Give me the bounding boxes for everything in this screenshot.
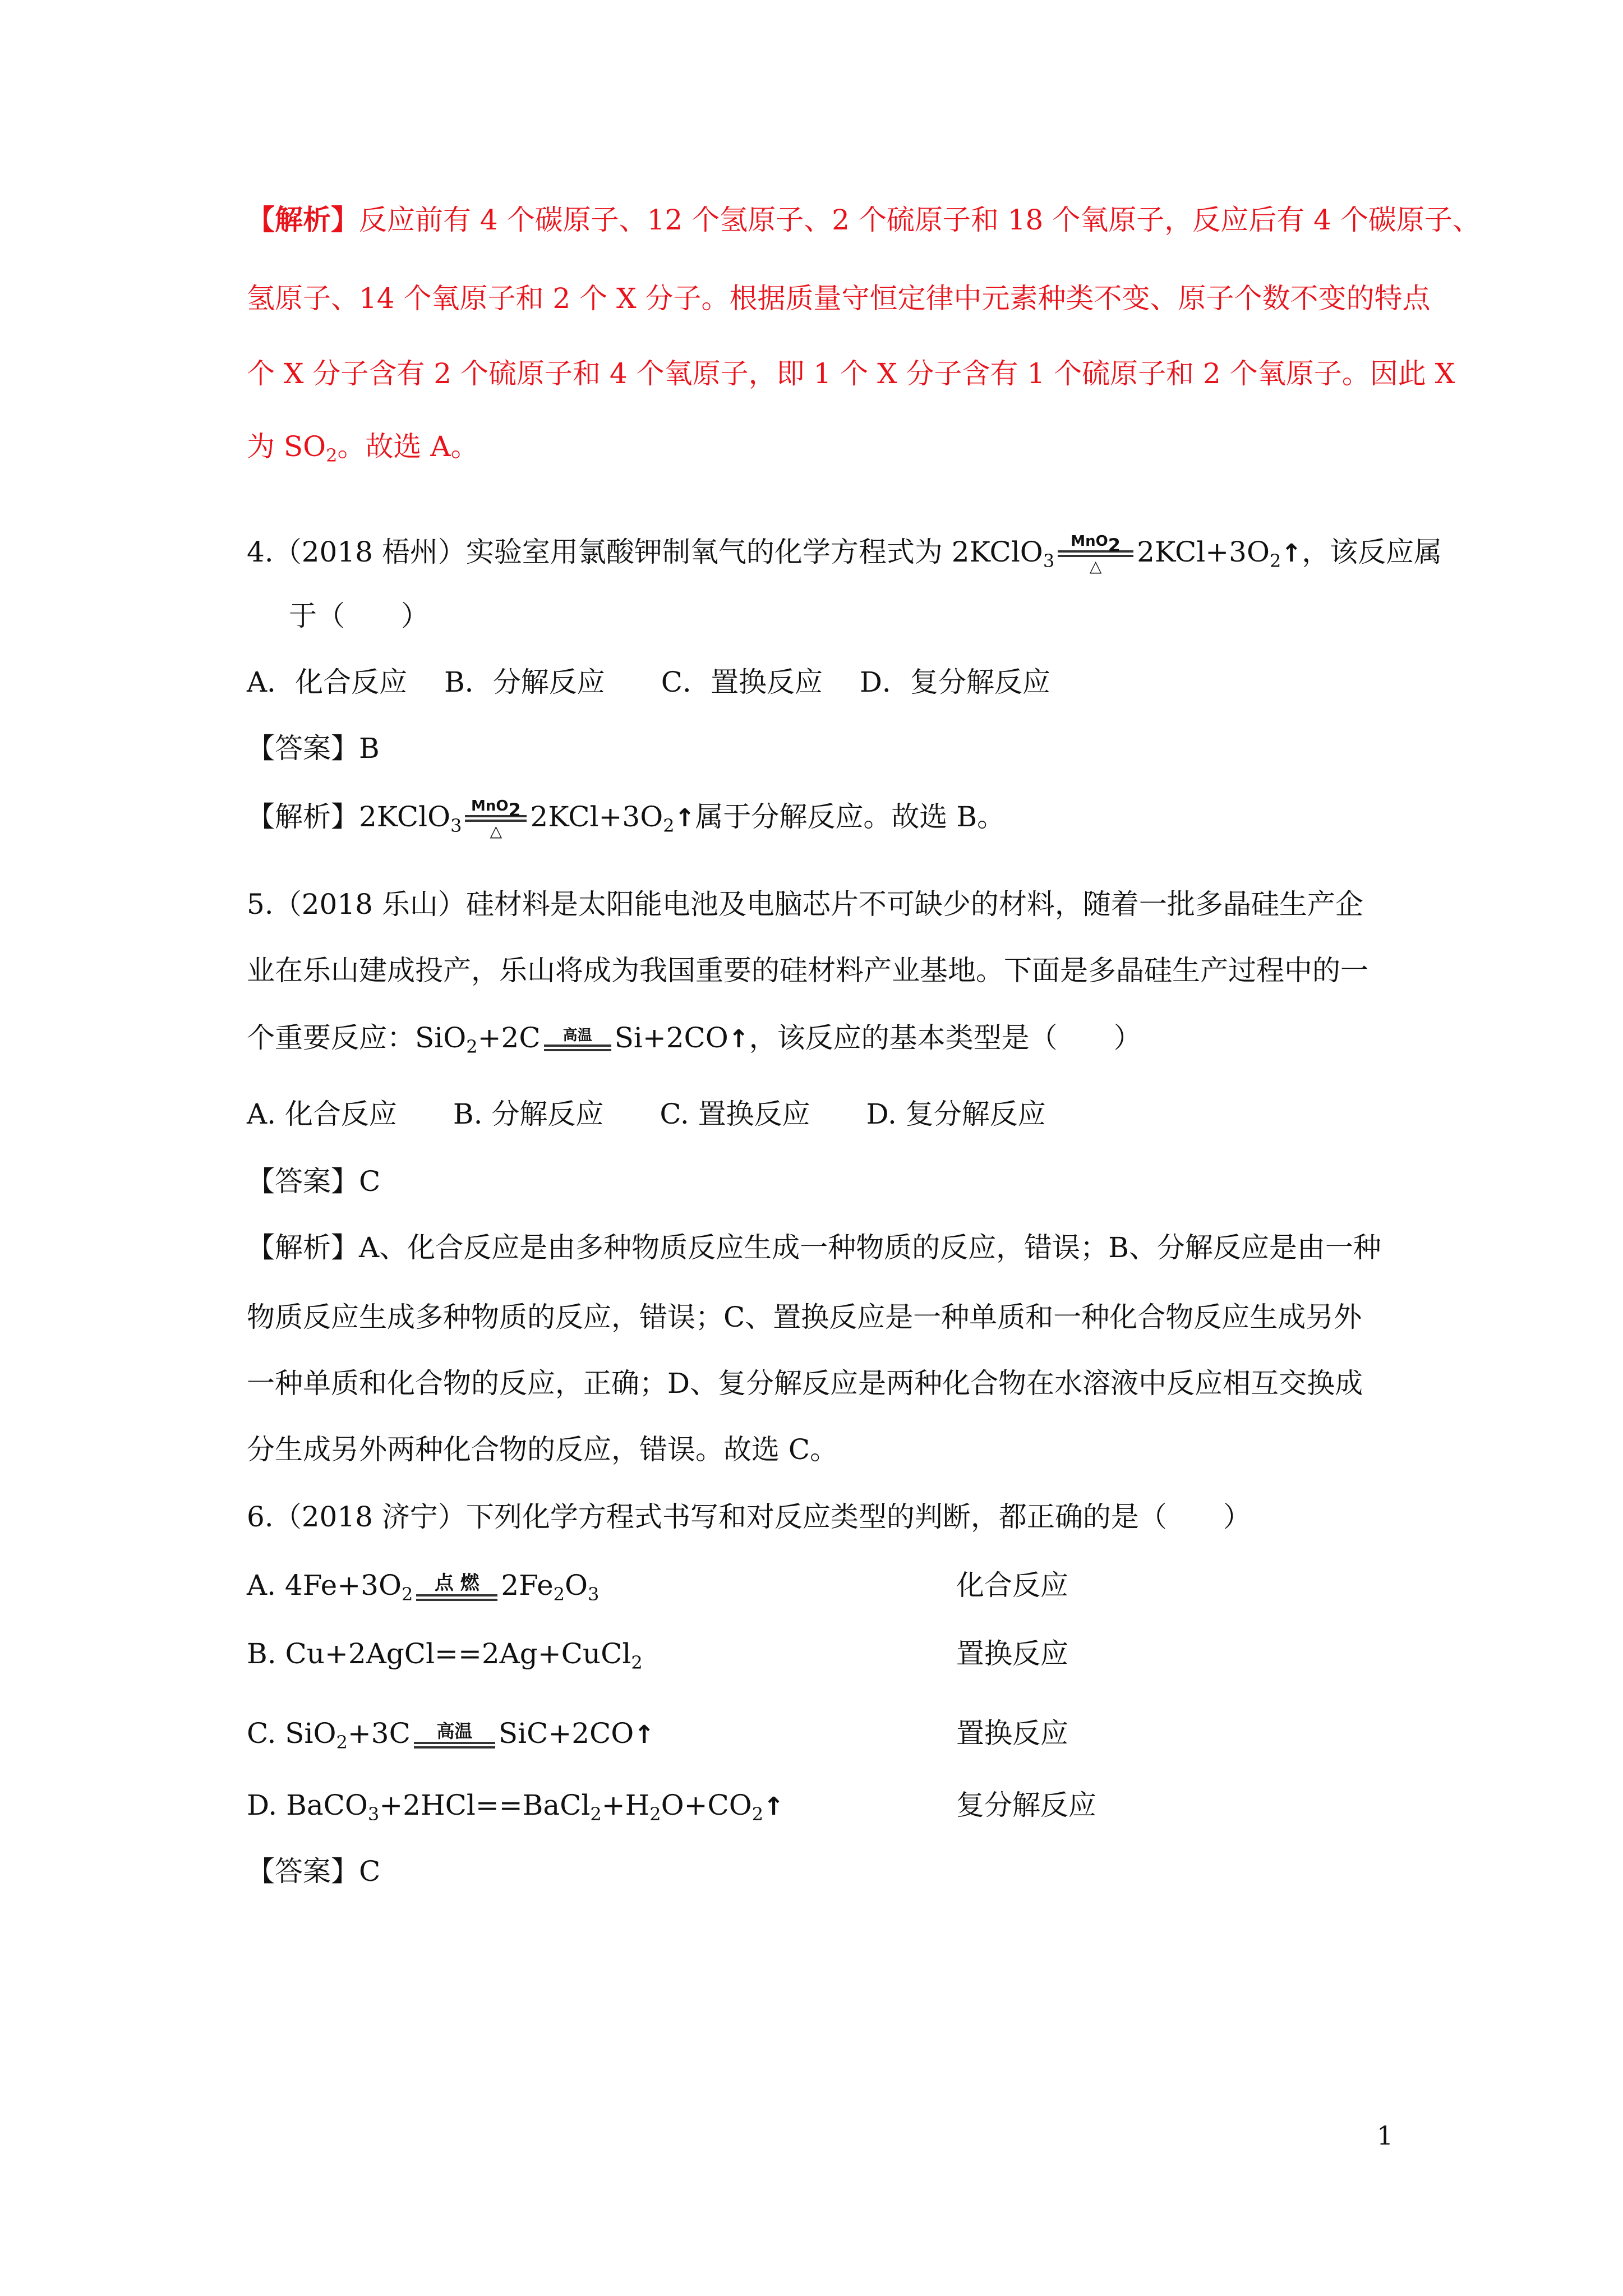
q5-options-text: A. 化合反应 B. 分解反应 C. 置换反应 D. 复分解反应 (247, 1098, 1046, 1130)
cond-top-sub-2: 2 (508, 799, 521, 821)
q5-analysis-text-2: 物质反应生成多种物质的反应，错误；C、置换反应是一种单质和一种化合物反应生成另外 (247, 1301, 1362, 1333)
analysis-3-line-1 (247, 200, 1481, 240)
q6-a-post-sub1: 2 (553, 1584, 565, 1605)
heat-triangle-2: △ (490, 822, 502, 840)
reaction-condition-mno2 (1058, 533, 1133, 575)
question-5-line-2 (247, 950, 1391, 991)
equals-bar (1058, 550, 1133, 557)
question-6-option-d (247, 1785, 1391, 1827)
analysis-3-text-1: 反应前有 4 个碳原子、12 个氢原子、2 个硫原子和 18 个氧原子，反应后有 4 个碳原子、 (359, 204, 1481, 236)
q6-d-sub4: 2 (751, 1803, 764, 1825)
equals-bar-4 (416, 1594, 497, 1601)
q4-ana-mid-sub: 2 (663, 815, 675, 836)
reaction-condition-high-temp-2 (414, 1722, 495, 1750)
equals-bar-3 (544, 1045, 611, 1051)
q4-stem-l2: 于（ ） (289, 600, 429, 632)
question-5-analysis-4 (247, 1429, 1391, 1470)
analysis-3-text-4b: 。故选 A。 (337, 430, 479, 463)
question-6-stem (247, 1497, 1391, 1537)
q6-c-type: 置换反应 (956, 1717, 1068, 1750)
q6-a-post2: O (565, 1569, 588, 1602)
question-4-analysis (247, 797, 1391, 840)
q6-d-sub3: 2 (649, 1803, 661, 1825)
cond-ignite-text: 点 燃 (434, 1572, 479, 1594)
q5-text-3a: 个重要反应：SiO (247, 1022, 467, 1054)
q5-analysis-text-4: 分生成另外两种化合物的反应，错误。故选 C。 (247, 1433, 838, 1466)
q4-stem-mid: 2KCl+3O (1137, 536, 1270, 568)
analysis-3-text-2: 氢原子、14 个氧原子和 2 个 X 分子。根据质量守恒定律中元素种类不变、原子个数不变的特点 (247, 282, 1431, 315)
q4-stem-pre: 4.（2018 梧州）实验室用氯酸钾制氧气的化学方程式为 2KClO (247, 536, 1043, 568)
reaction-condition-ignite (416, 1573, 497, 1602)
gas-arrow-icon-4: ↑ (634, 1720, 655, 1749)
page-number: 1 (1377, 2120, 1394, 2151)
q4-mid-sub: 2 (1269, 550, 1281, 572)
analysis-3-text-3: 个 X 分子含有 2 个硫原子和 4 个氧原子，即 1 个 X 分子含有 1 个硫原子和 2 个氧原子。因此 X (247, 357, 1455, 390)
question-4-stem-line-2 (289, 596, 1433, 636)
q6-c-plus: +3C (347, 1717, 411, 1750)
q6-answer-text: 【答案】C (247, 1855, 381, 1888)
gas-arrow-icon-5: ↑ (763, 1792, 785, 1821)
heat-triangle: △ (1089, 557, 1102, 576)
q6-a-sub: 2 (401, 1584, 413, 1605)
q4-stem-post: ，该反应属 (1302, 536, 1442, 568)
q6-d-mid1: +2HCl==BaCl (379, 1789, 591, 1821)
q6-d-sub1: 3 (367, 1803, 380, 1825)
gas-arrow-icon-2: ↑ (674, 804, 695, 832)
question-6-option-a (247, 1565, 1391, 1605)
q4-ana-pre: 【解析】2KClO (247, 800, 451, 833)
question-5-analysis-3 (247, 1363, 1391, 1404)
q6-c-pre: C. SiO (247, 1717, 336, 1750)
cond-top-text: MnO (1071, 533, 1108, 550)
q5-sub: 2 (466, 1036, 478, 1057)
q5-analysis-text-1: 【解析】A、化合反应是由多种物质反应生成一种物质的反应，错误；B、分解反应是由一种 (247, 1231, 1381, 1264)
question-4-stem (247, 532, 1442, 576)
q6-d-mid2: +H (601, 1789, 650, 1821)
q6-a-post-sub2: 3 (588, 1584, 600, 1605)
question-6-option-c (247, 1713, 1391, 1755)
reaction-condition-high-temp (544, 1028, 611, 1052)
cond-high-temp-text-2: 高温 (436, 1720, 473, 1742)
q6-d-sub2: 2 (590, 1803, 602, 1825)
equals-bar-5 (414, 1742, 495, 1749)
q5-answer-text: 【答案】C (247, 1165, 381, 1198)
analysis-tag: 【解析】 (247, 203, 359, 236)
q5-text-2: 业在乐山建成投产，乐山将成为我国重要的硅材料产业基地。下面是多晶硅生产过程中的一 (247, 954, 1368, 987)
question-5-line-3 (247, 1018, 1391, 1060)
reaction-condition-mno2-2 (465, 798, 527, 840)
question-4-options (247, 662, 1391, 702)
q5-text-3c: Si+2CO (614, 1022, 728, 1054)
q5-text-3d: ，该反应的基本类型是（ ） (749, 1022, 1142, 1054)
q5-text-1: 5.（2018 乐山）硅材料是太阳能电池及电脑芯片不可缺少的材料，随着一批多晶硅生产企 (247, 888, 1363, 921)
cond-top-text-2: MnO (471, 798, 509, 815)
q6-a-type: 化合反应 (956, 1569, 1068, 1602)
q4-options-text: A．化合反应 B．分解反应 C．置换反应 D．复分解反应 (247, 666, 1050, 698)
q4-sub: 3 (1043, 550, 1055, 572)
q6-d-mid3: O+CO (661, 1789, 752, 1821)
analysis-3-line-3 (247, 353, 1455, 394)
gas-arrow-icon-3: ↑ (728, 1025, 749, 1053)
question-5-options (247, 1094, 1391, 1134)
q6-b-type: 置换反应 (956, 1637, 1068, 1670)
q6-d-pre: D. BaCO (247, 1789, 368, 1821)
q4-ana-sub: 3 (450, 815, 462, 836)
q6-a-pre: A. 4Fe+3O (247, 1569, 402, 1602)
analysis-3-line-4 (247, 426, 1391, 467)
q6-d-type: 复分解反应 (956, 1789, 1096, 1821)
q4-ana-post: 属于分解反应。故选 B。 (695, 800, 1006, 833)
q5-analysis-text-3: 一种单质和化合物的反应，正确；D、复分解反应是两种化合物在水溶液中反应相互交换成 (247, 1367, 1363, 1400)
q6-c-sub: 2 (336, 1732, 348, 1753)
q5-text-3b: +2C (477, 1022, 541, 1054)
q4-answer-text: 【答案】B (247, 732, 380, 765)
question-5-line-1 (247, 884, 1391, 924)
question-5-analysis-2 (247, 1297, 1391, 1337)
analysis-3-sub: 2 (326, 445, 338, 466)
question-6-option-b (247, 1634, 1391, 1674)
q6-a-post: 2Fe (501, 1569, 554, 1602)
q6-b-pre: B. Cu+2AgCl==2Ag+CuCl (247, 1637, 631, 1670)
cond-high-temp-text: 高温 (562, 1027, 592, 1044)
question-5-analysis-1 (247, 1227, 1391, 1268)
analysis-3-line-2 (247, 278, 1431, 319)
q6-c-post: SiC+2CO (498, 1717, 634, 1750)
q6-b-sub: 2 (631, 1652, 643, 1673)
cond-top-sub: 2 (1108, 535, 1121, 556)
gas-arrow-icon: ↑ (1281, 539, 1302, 568)
question-5-answer (247, 1161, 1391, 1202)
q4-ana-mid: 2KCl+3O (530, 800, 663, 833)
question-4-answer (247, 728, 1391, 769)
q6-stem-text: 6.（2018 济宁）下列化学方程式书写和对反应类型的判断，都正确的是（ ） (247, 1501, 1251, 1533)
analysis-3-text-4a: 为 SO (247, 430, 326, 463)
question-6-answer (247, 1851, 1391, 1892)
